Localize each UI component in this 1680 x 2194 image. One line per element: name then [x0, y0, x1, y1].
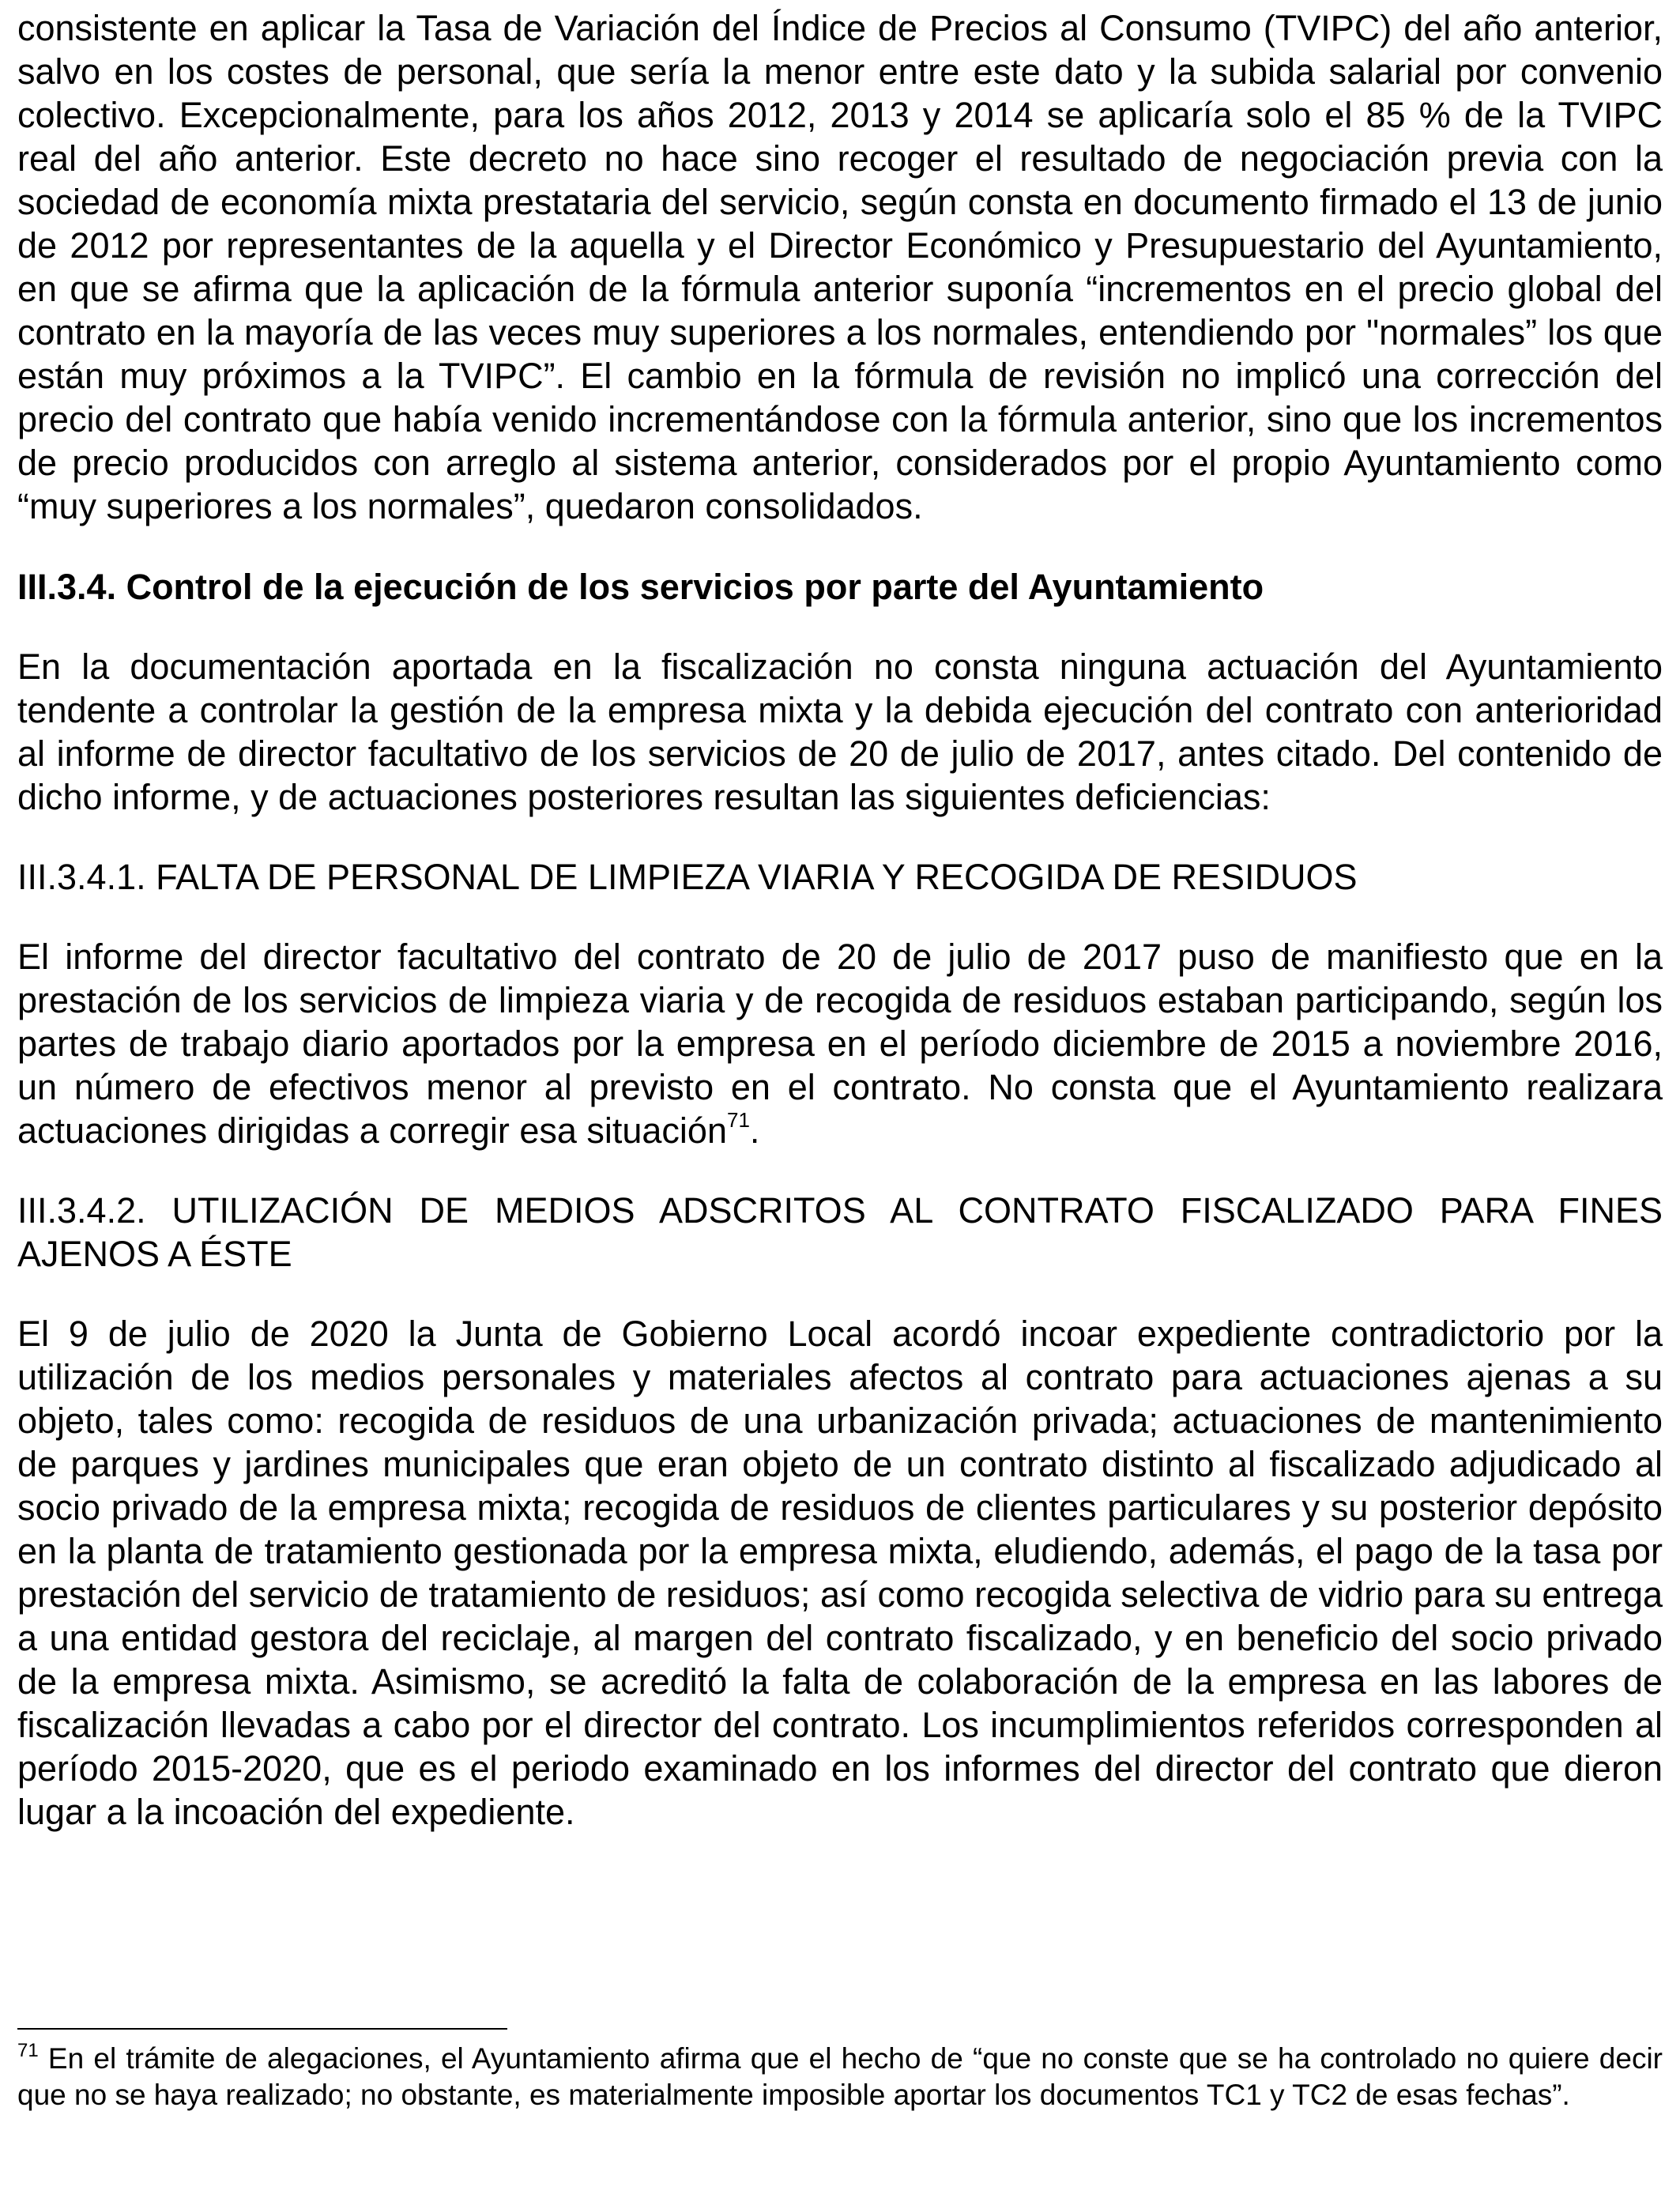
footnote-reference[interactable]: 71 — [726, 1108, 750, 1132]
paragraph-informe-director-text: El informe del director facultativo del contrato de 20 de julio de 2017 puso de manifiesto que en la prestación de los servicios de limpieza viaria y de recogida de residuos estaban participando, según los partes de trabajo diario aportados por la empresa en el período diciembre de 2015 a noviembre 2016, un número de efectivos menor al previsto en el contrato. No consta que el Ayuntamiento realizara actuaciones dirigidas a corregir esa situación — [17, 937, 1663, 1151]
footnote-text: En el trámite de alegaciones, el Ayuntamiento afirma que el hecho de “que no conste que se ha controlado no quiere decir que no se haya realizado; no obstante, es materialmente imposible aportar los documentos TC1 y TC2 de esas fechas”. — [17, 2042, 1663, 2111]
paragraph-junta-gobierno: El 9 de julio de 2020 la Junta de Gobierno Local acordó incoar expediente contradictorio por la utilización de los medios personales y materiales afectos al contrato para actuaciones ajenas a su objeto, tales como: recogida de residuos de una urbanización privada; actuaciones de mantenimiento de parques y jardines municipales que eran objeto de un contrato distinto al fiscalizado adjudicado al socio privado de la empresa mixta; recogida de residuos de clientes particulares y su posterior depósito en la planta de tratamiento gestionada por la empresa mixta, eludiendo, además, el pago de la tasa por prestación del servicio de tratamiento de residuos; así como recogida selectiva de vidrio para su entrega a una entidad gestora del reciclaje, al margen del contrato fiscalizado, y en beneficio del socio privado de la empresa mixta. Asimismo, se acreditó la falta de colaboración de la empresa en las labores de fiscalización llevadas a cabo por el director del contrato. Los incumplimientos referidos corresponden al período 2015-2020, que es el periodo examinado en los informes del director del contrato que dieron lugar a la incoación del expediente. — [17, 1314, 1663, 1832]
section-heading-control-ejecucion: III.3.4. Control de la ejecución de los servicios por parte del Ayuntamiento — [17, 567, 1264, 607]
subsection-heading-falta-personal: III.3.4.1. FALTA DE PERSONAL DE LIMPIEZA VIARIA Y RECOGIDA DE RESIDUOS — [17, 857, 1358, 897]
paragraph-documentacion-aportada: En la documentación aportada en la fiscalización no consta ninguna actuación del Ayuntamiento tendente a controlar la gestión de la empresa mixta y la debida ejecución del contrato con anterioridad al informe de director facultativo de los servicios de 20 de julio de 2017, antes citado. Del contenido de dicho informe, y de actuaciones posteriores resultan las siguientes deficiencias: — [17, 647, 1663, 817]
footnote-number: 71 — [17, 2039, 39, 2061]
subsection-heading-utilizacion-medios: III.3.4.2. UTILIZACIÓN DE MEDIOS ADSCRITOS AL CONTRATO FISCALIZADO PARA FINES AJENOS A ÉSTE — [17, 1190, 1663, 1274]
document-body — [17, 6, 1663, 1834]
footnote-separator — [17, 2028, 507, 2030]
paragraph-informe-director-end: . — [749, 1110, 760, 1151]
footnote — [17, 2041, 1663, 2113]
paragraph-price-revision: consistente en aplicar la Tasa de Variación del Índice de Precios al Consumo (TVIPC) del año anterior, salvo en los costes de personal, que sería la menor entre este dato y la subida salarial por convenio colectivo. Excepcionalmente, para los años 2012, 2013 y 2014 se aplicaría solo el 85 % de la TVIPC real del año anterior. Este decreto no hace sino recoger el resultado de negociación previa con la sociedad de economía mixta prestataria del servicio, según consta en documento firmado el 13 de junio de 2012 por representantes de la aquella y el Director Económico y Presupuestario del Ayuntamiento, en que se afirma que la aplicación de la fórmula anterior suponía “incrementos en el precio global del contrato en la mayoría de las veces muy superiores a los normales, entendiendo por "normales” los que están muy próximos a la TVIPC”. El cambio en la fórmula de revisión no implicó una corrección del precio del contrato que había venido incrementándose con la fórmula anterior, sino que los incrementos de precio producidos con arreglo al sistema anterior, considerados por el propio Ayuntamiento como “muy superiores a los normales”, quedaron consolidados. — [17, 8, 1663, 526]
paragraph-informe-director — [17, 935, 1663, 1152]
